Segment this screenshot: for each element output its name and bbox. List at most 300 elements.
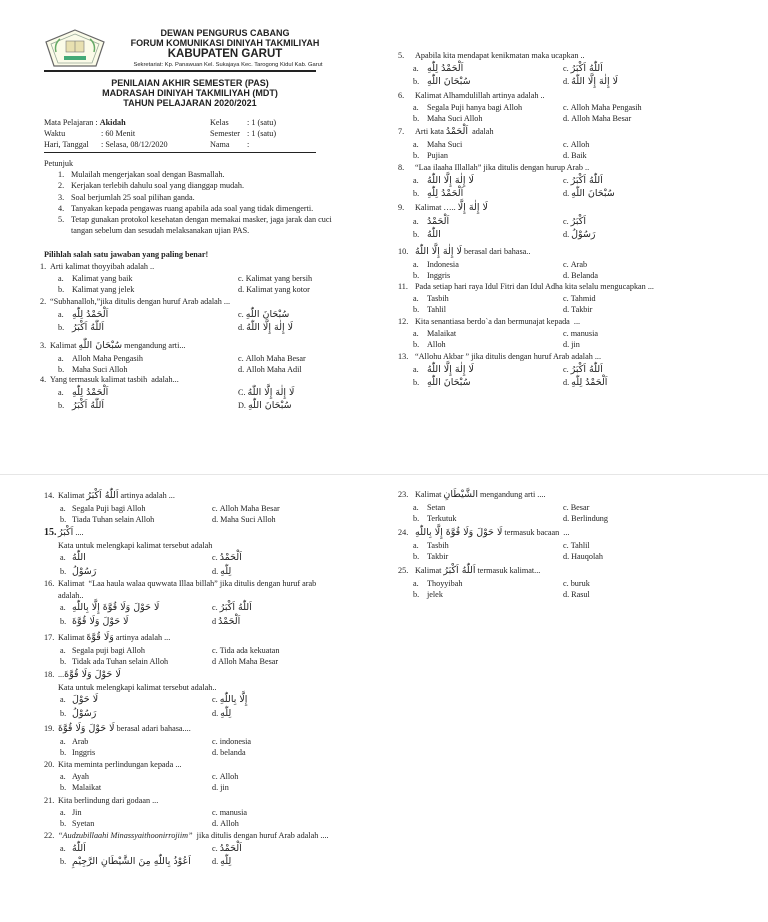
option-arabic-text: اَلْحَمْدُ	[218, 615, 241, 627]
option-a[interactable]	[413, 540, 449, 552]
option-text: Ayah	[72, 771, 89, 781]
question-stem	[415, 162, 589, 174]
option-text: Alloh Maha Adil	[246, 365, 302, 375]
option-letter: c.	[212, 807, 218, 817]
option-letter: b.	[413, 590, 420, 600]
option-letter: a.	[60, 695, 66, 705]
option-text: Arab	[72, 736, 89, 746]
option-text: Maha Suci Alloh	[72, 365, 128, 375]
option-text: Tida ada kekuatan	[219, 645, 280, 655]
option-c[interactable]	[238, 353, 306, 365]
option-text: Tasbih	[427, 293, 449, 303]
option-letter: c.	[238, 309, 244, 319]
option-d[interactable]	[563, 150, 587, 162]
option-d[interactable]	[563, 228, 596, 242]
option-a[interactable]	[58, 386, 108, 400]
semester-value: : 1 (satu)	[247, 129, 277, 138]
question-number: 11.	[398, 282, 408, 291]
option-text: Arab	[570, 259, 588, 269]
option-text: Alloh Maha Besar	[219, 503, 280, 513]
option-text: Terkutuk	[427, 514, 457, 524]
question-number: 18.	[44, 670, 55, 679]
option-letter: b.	[413, 271, 420, 281]
option-letter: a.	[60, 843, 66, 853]
option-d[interactable]	[212, 747, 246, 759]
question-number: 12.	[398, 317, 409, 326]
option-b[interactable]	[60, 707, 96, 721]
option-letter: a.	[60, 645, 66, 655]
option-text: Tidak ada Tuhan selain Alloh	[72, 657, 169, 667]
option-a[interactable]	[60, 842, 86, 856]
stem-text: Kalimat	[58, 633, 87, 642]
class-value: : 1 (satu)	[247, 118, 277, 127]
stem-text: adalah	[468, 127, 494, 136]
option-letter: D.	[238, 401, 246, 411]
option-letter: d.	[563, 552, 570, 562]
option-b[interactable]	[58, 399, 104, 413]
option-letter: d.	[563, 189, 570, 199]
option-text: Tahlil	[570, 540, 590, 550]
option-c[interactable]	[563, 215, 586, 229]
org-name-line1: DEWAN PENGURUS CABANG	[160, 28, 290, 38]
option-a[interactable]	[413, 174, 474, 188]
option-letter: c.	[212, 553, 218, 563]
option-d[interactable]	[212, 656, 278, 668]
option-letter: a.	[413, 63, 419, 73]
option-letter: c.	[563, 578, 569, 588]
option-d[interactable]	[563, 589, 590, 601]
option-arabic-text: اَللّٰهُ اَكْبَرُ	[219, 602, 252, 614]
option-letter: a.	[413, 259, 419, 269]
option-letter: b.	[413, 151, 420, 161]
name-field[interactable]: :	[247, 140, 250, 149]
question-stem	[50, 374, 179, 386]
option-b[interactable]	[413, 376, 471, 390]
option-letter: a.	[60, 807, 66, 817]
option-text: Tahmid	[570, 293, 596, 303]
option-arabic-text: سُبْحَانَ اللّٰهِ	[427, 76, 471, 88]
option-text: Maha Suci Alloh	[427, 114, 483, 124]
exam-info-left	[44, 117, 168, 150]
option-c[interactable]	[563, 259, 587, 271]
stem-text: berasal dari bahasa..	[461, 247, 531, 256]
question-stem	[50, 296, 230, 308]
option-letter: b.	[60, 566, 67, 576]
option-a[interactable]	[413, 293, 449, 305]
option-a[interactable]	[60, 645, 145, 657]
option-a[interactable]	[413, 139, 462, 151]
option-d[interactable]	[238, 321, 293, 335]
option-b[interactable]	[60, 656, 168, 668]
exam-title-2: MADRASAH DINIYAH TAKMILIYAH (MDT)	[102, 88, 278, 98]
question-stem	[415, 201, 488, 215]
option-letter: c.	[563, 364, 569, 374]
option-text: Syetan	[72, 819, 95, 829]
option-letter: b.	[413, 340, 420, 350]
question-stem	[58, 759, 181, 771]
option-arabic-text: اَلْحَمْدُ	[219, 552, 242, 564]
option-letter: d.	[212, 857, 219, 867]
option-text: Inggris	[72, 748, 96, 758]
option-a[interactable]	[413, 259, 459, 271]
option-letter: b.	[60, 708, 67, 718]
option-arabic-text: لِلّٰهِ	[220, 856, 232, 868]
option-letter: d.	[212, 708, 219, 718]
question-stem	[58, 722, 191, 736]
question-number: 25.	[398, 566, 409, 575]
option-arabic-text: لَا إِلٰهَ إِلَّا اللّٰهُ	[571, 76, 619, 88]
option-b[interactable]	[413, 150, 448, 162]
option-b[interactable]	[60, 855, 191, 869]
question-number: 7.	[398, 127, 405, 136]
question-number: 14.	[44, 491, 55, 500]
option-text: Tahlil	[427, 305, 446, 315]
option-letter: d.	[563, 305, 570, 315]
stem-text: artinya adalah ...	[113, 633, 171, 642]
stem-text: Arti kata	[415, 127, 446, 136]
option-b[interactable]	[413, 187, 463, 201]
stem-text: jika ditulis dengan huruf Arab adalah ....	[192, 831, 329, 840]
option-arabic-text: اَللّٰهُ اَكْبَرُ	[570, 174, 603, 186]
stem-text: berasal adari bahasa....	[114, 724, 191, 733]
option-letter: b.	[60, 783, 67, 793]
question-number: 10.	[398, 247, 409, 256]
option-letter: c.	[563, 102, 569, 112]
option-letter: d.	[212, 819, 219, 829]
option-letter: a.	[413, 216, 419, 226]
option-text: jin	[571, 340, 580, 350]
option-text: Alloh	[219, 771, 239, 781]
option-letter: c.	[563, 259, 569, 269]
option-arabic-text: سُبْحَانَ اللّٰهِ	[571, 188, 615, 200]
arabic-text: لَا إِلٰهَ إِلَّا	[457, 202, 488, 213]
option-letter: d.	[563, 340, 570, 350]
arabic-text: لَا حَوْلَ وَلَا قُوَّةَ إِلَّا بِاللّٰهِ	[415, 527, 503, 538]
option-b[interactable]	[60, 818, 94, 830]
arabic-text: سُبْحَانَ اللّٰهِ	[78, 340, 123, 351]
option-b[interactable]	[413, 551, 448, 563]
option-letter: C.	[238, 387, 246, 397]
option-letter: b.	[60, 657, 67, 667]
option-arabic-text: اَللّٰهُ اَكْبَرُ	[72, 400, 105, 412]
option-arabic-text: سُبْحَانَ اللّٰهِ	[427, 377, 471, 389]
option-a[interactable]	[413, 215, 449, 229]
option-letter: b.	[58, 323, 65, 333]
option-a[interactable]	[58, 308, 108, 322]
option-letter: c.	[212, 843, 218, 853]
option-a[interactable]	[60, 601, 159, 615]
option-a[interactable]	[413, 62, 463, 76]
option-text: Thoyyibah	[427, 578, 463, 588]
option-a[interactable]	[413, 578, 462, 590]
stem-text: Kalimat …..	[415, 203, 458, 212]
option-c[interactable]	[563, 540, 590, 552]
time-value: : 60 Menit	[101, 129, 136, 138]
question-number: 1.	[40, 262, 47, 271]
question-stem	[58, 631, 170, 645]
option-text: buruk	[570, 578, 590, 588]
question-number: 3.	[40, 341, 47, 350]
option-c[interactable]	[212, 842, 242, 856]
option-b[interactable]	[413, 589, 443, 601]
question-number: 5.	[398, 51, 405, 60]
question-number: 6.	[398, 91, 405, 100]
instruction-text: Mulailah mengerjakan soal dengan Basmallah.	[71, 170, 225, 179]
option-c[interactable]	[238, 308, 289, 322]
option-letter: d.	[563, 271, 570, 281]
stem-text: Yang termasuk kalimat tasbih adalah...	[50, 375, 179, 384]
option-letter: d.	[212, 566, 219, 576]
stem-text: Kalimat	[415, 566, 444, 575]
option-a[interactable]	[60, 503, 145, 515]
option-b[interactable]	[413, 304, 446, 316]
option-a[interactable]	[413, 328, 456, 340]
option-d[interactable]	[563, 304, 592, 316]
option-d[interactable]	[563, 513, 608, 525]
option-letter: c.	[212, 645, 218, 655]
option-letter: c.	[212, 736, 218, 746]
question-number: 16.	[44, 579, 55, 588]
option-c[interactable]	[563, 578, 590, 590]
option-arabic-text: سُبْحَانَ اللّٰهِ	[245, 308, 290, 320]
question-number: 2.	[40, 297, 47, 306]
option-d[interactable]	[212, 615, 240, 629]
option-c[interactable]	[212, 693, 247, 707]
option-text: Maha Suci Alloh	[220, 515, 276, 525]
date-label: Hari, Tanggal	[44, 140, 89, 149]
option-letter: a.	[413, 540, 419, 550]
option-c[interactable]	[212, 736, 251, 748]
option-letter: a.	[413, 293, 419, 303]
stem-text: “Subhanalloh,”jika ditulis dengan huruf Arab adalah ...	[50, 297, 231, 306]
option-a[interactable]	[60, 693, 98, 707]
stem-text: Kita meminta perlindungan kepada ...	[58, 760, 182, 769]
option-c[interactable]	[563, 328, 598, 340]
option-a[interactable]	[60, 771, 89, 783]
org-name-line2: FORUM KOMUNIKASI DINIYAH TAKMILIYAH	[130, 38, 320, 48]
option-arabic-text: رَسُوْلُ	[571, 229, 596, 241]
stem-text: Arti kalimat thoyyibah adalah ..	[50, 262, 155, 271]
option-letter: a.	[413, 364, 419, 374]
option-d[interactable]	[563, 551, 603, 563]
arabic-text: لَا إِلٰهَ إِلَّا اللّٰهُ	[415, 246, 462, 257]
option-c[interactable]	[563, 102, 642, 114]
option-text: Inggris	[427, 271, 451, 281]
option-a[interactable]	[58, 353, 143, 365]
question-stem	[415, 281, 654, 293]
option-d[interactable]	[212, 514, 276, 526]
option-letter: a.	[413, 328, 419, 338]
stem-text: termasuk bacaan ...	[502, 528, 570, 537]
option-a[interactable]	[58, 273, 132, 285]
option-letter: c.	[212, 503, 218, 513]
option-arabic-text: لَا إِلٰهَ إِلَّا اللّٰهُ	[247, 386, 295, 398]
option-letter: a.	[60, 503, 66, 513]
question-stem	[58, 668, 121, 682]
option-text: Jin	[72, 807, 82, 817]
option-text: Segala puji bagi Alloh	[72, 645, 145, 655]
option-a[interactable]	[413, 363, 474, 377]
option-d[interactable]	[563, 376, 607, 390]
option-text: manusia	[570, 328, 598, 338]
option-letter: c.	[563, 139, 569, 149]
option-a[interactable]	[60, 807, 82, 819]
question-stem	[415, 526, 569, 540]
option-a[interactable]	[413, 102, 522, 114]
option-d[interactable]	[212, 707, 231, 721]
option-text: Tiada Tuhan selain Alloh	[72, 515, 155, 525]
question-number: 4.	[40, 375, 47, 384]
option-c[interactable]	[212, 645, 279, 657]
option-letter: d.	[563, 77, 570, 87]
option-a[interactable]	[413, 502, 445, 514]
option-b[interactable]	[60, 782, 101, 794]
option-text: Segala Puji bagi Alloh	[72, 503, 146, 513]
option-text: Takbir	[427, 552, 449, 562]
question-number: 17.	[44, 633, 55, 642]
option-c[interactable]	[563, 139, 589, 151]
option-c[interactable]	[238, 386, 294, 400]
option-letter: b.	[60, 857, 67, 867]
stem-text: Kalimat “Laa haula walaa quwwata Illaa billah” jika ditulis dengan huruf arab	[58, 579, 317, 588]
option-letter: d.	[212, 783, 219, 793]
option-arabic-text: اَلْحَمْدُ	[219, 842, 242, 854]
option-d[interactable]	[563, 113, 631, 125]
stem-text: artinya adalah ...	[118, 491, 175, 500]
option-arabic-text: اللّٰهُ	[427, 229, 441, 241]
option-text: Segala Puji hanya bagi Alloh	[427, 102, 523, 112]
option-c[interactable]	[563, 62, 603, 76]
option-b[interactable]	[413, 75, 471, 89]
option-a[interactable]	[60, 551, 86, 565]
org-name-line3: KABUPATEN GARUT	[167, 48, 283, 60]
option-text: Alloh Maha Pengasih	[72, 353, 143, 363]
option-c[interactable]	[238, 273, 312, 285]
question-stem	[415, 50, 585, 62]
question-stem	[58, 489, 175, 503]
instruction-number: 5.	[58, 215, 65, 225]
option-b[interactable]	[60, 565, 96, 579]
option-text: Kalimat yang kotor	[246, 285, 310, 295]
stem-text: Kalimat	[58, 491, 87, 500]
option-letter: c.	[212, 695, 218, 705]
option-c[interactable]	[212, 601, 252, 615]
option-c[interactable]	[563, 293, 596, 305]
option-letter: c.	[212, 603, 218, 613]
stem-text: “Audzubillaahi Minassyaithoonirrojiim”	[58, 831, 193, 840]
option-letter: b.	[413, 305, 420, 315]
option-letter: c.	[238, 353, 244, 363]
question-number: 13.	[398, 352, 409, 361]
option-d[interactable]	[563, 187, 615, 201]
question-stem	[58, 526, 84, 540]
option-letter: d.	[238, 285, 245, 295]
option-d[interactable]	[212, 782, 229, 794]
option-b[interactable]	[60, 514, 154, 526]
option-letter: c.	[563, 63, 569, 73]
stem-text: mengandung arti...	[122, 341, 186, 350]
question-stem	[415, 316, 580, 328]
option-letter: b.	[58, 401, 65, 411]
option-text: Alloh	[570, 139, 590, 149]
option-arabic-text: اَلْحَمْدُ لِلّٰهِ	[72, 386, 109, 398]
arabic-text: اَللّٰهُ اَكْبَرُ	[443, 565, 476, 576]
option-b[interactable]	[413, 113, 483, 125]
option-a[interactable]	[60, 736, 88, 748]
option-text: manusia	[219, 807, 247, 817]
class-label: Kelas	[210, 118, 229, 127]
option-letter: b.	[60, 616, 67, 626]
option-letter: a.	[60, 771, 66, 781]
option-c[interactable]	[563, 502, 589, 514]
option-d[interactable]	[212, 565, 231, 579]
stem-text: “Laa ilaaha Illallah” jika ditulis dengan hurup Arab ..	[415, 163, 590, 172]
option-arabic-text: اَللّٰهُ اَكْبَرُ	[72, 322, 105, 334]
option-d[interactable]	[563, 339, 580, 351]
option-text: Alloh	[427, 340, 446, 350]
option-text: Kalimat yang bersih	[245, 273, 313, 283]
option-arabic-text: لَا إِلٰهَ إِلَّا اللّٰهُ	[427, 363, 474, 375]
option-c[interactable]	[212, 771, 238, 783]
option-c[interactable]	[212, 551, 242, 565]
option-text: Setan	[427, 502, 446, 512]
option-text: Alloh Maha Pengasih	[570, 102, 642, 112]
option-c[interactable]	[212, 503, 280, 515]
option-d[interactable]	[212, 855, 231, 869]
option-letter: c.	[563, 293, 569, 303]
option-b[interactable]	[58, 284, 134, 296]
option-letter: b.	[58, 365, 65, 375]
option-d[interactable]	[212, 818, 239, 830]
instruction-text: tangan sebelum dan sesudah melaksanakan ujian PAS.	[71, 226, 250, 236]
option-c[interactable]	[212, 807, 247, 819]
option-arabic-text: لَا حَوْلَ وَلَا قُوَّةَ	[72, 615, 129, 627]
option-b[interactable]	[60, 615, 129, 629]
option-letter: a.	[413, 139, 419, 149]
option-letter: c.	[212, 771, 218, 781]
stem-text: ...	[58, 670, 65, 679]
option-text: Alloh Maha Besar	[571, 114, 632, 124]
question-stem	[50, 339, 185, 353]
option-b[interactable]	[413, 339, 446, 351]
exam-title-1: PENILAIAN AKHIR SEMESTER (PAS)	[111, 78, 269, 88]
option-c[interactable]	[563, 363, 603, 377]
option-d[interactable]	[238, 364, 302, 376]
option-d[interactable]	[238, 284, 310, 296]
option-letter: a.	[58, 353, 64, 363]
option-text: Hauqolah	[571, 552, 603, 562]
option-arabic-text: إِلَّا بِاللّٰهِ	[219, 694, 248, 706]
option-letter: a.	[60, 553, 66, 563]
option-c[interactable]	[563, 174, 603, 188]
arabic-text: اَلْحَمْدُ	[445, 126, 469, 137]
option-text: Malaikat	[72, 783, 102, 793]
option-letter: d.	[563, 151, 570, 161]
option-b[interactable]	[60, 747, 95, 759]
option-letter: d	[212, 616, 217, 626]
option-b[interactable]	[413, 228, 441, 242]
org-address: Sekretariat: Kp. Panawuan Kel. Sukajaya Kec. Tarogong Kidul Kab. Garut	[133, 62, 323, 68]
option-text: Tasbih	[427, 540, 449, 550]
option-b[interactable]	[413, 513, 456, 525]
option-d[interactable]	[238, 399, 292, 413]
option-arabic-text: لِلّٰهِ	[220, 707, 232, 719]
option-letter: a.	[413, 502, 419, 512]
option-letter: a.	[58, 309, 64, 319]
option-b[interactable]	[58, 321, 104, 335]
option-d[interactable]	[563, 75, 618, 89]
option-text: Maha Suci	[427, 139, 463, 149]
